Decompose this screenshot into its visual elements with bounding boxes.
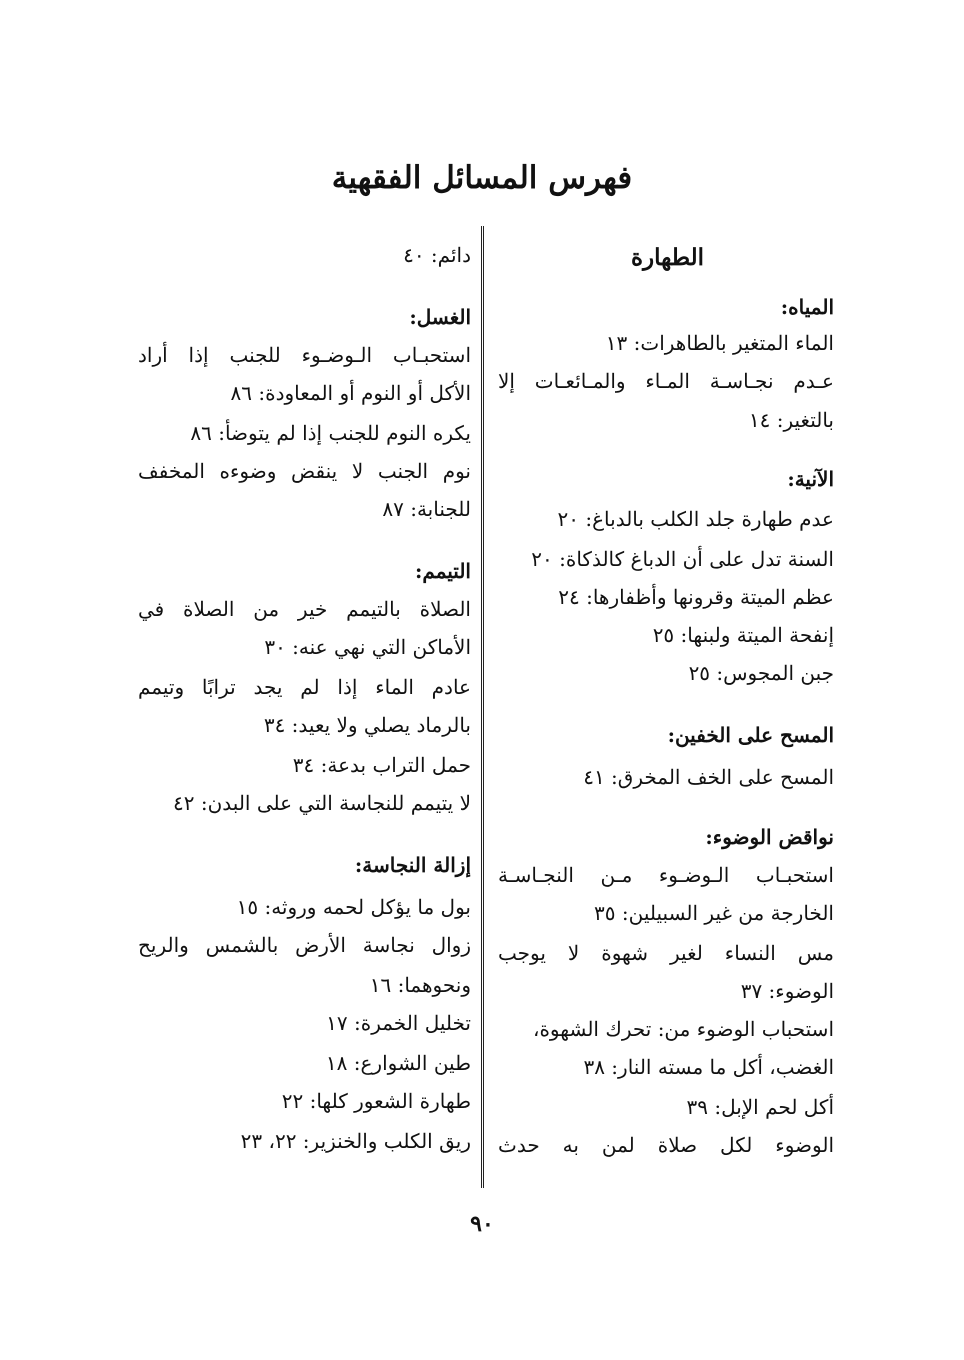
index-entry: الخارجة من غير السبيلين: ٣٥: [594, 901, 834, 925]
index-entry: استحباب الوضوء من: تحرك الشهوة،: [533, 1017, 834, 1041]
subsection-heading: التيمم:: [415, 559, 471, 583]
index-entry: الصلاة بالتيمم خير من الصلاة في: [138, 597, 471, 621]
index-entry: ونحوهما: ١٦: [369, 973, 471, 997]
subsection-heading: إزالة النجاسة:: [354, 853, 471, 877]
index-entry: مس النساء لغير شهوة لا يوجب: [498, 941, 834, 965]
index-entry: للجنابة: ٨٧: [382, 497, 471, 521]
subsection-heading: الآنية:: [787, 467, 834, 491]
index-entry: عدم طهارة جلد الكلب بالدباغ: ٢٠: [557, 507, 834, 531]
index-entry: الغضب، أكل ما مسته النار: ٣٨: [583, 1055, 834, 1079]
index-entry: دائم: ٤٠: [403, 243, 471, 267]
index-entry: الوضوء: ٣٧: [740, 979, 834, 1003]
index-entry: بول ما يؤكل لحمه وروثه: ١٥: [236, 895, 471, 919]
index-entry: عادم الماء إذا لم يجد ترابًا وتيمم: [138, 675, 471, 699]
index-entry: عظم الميتة وقرونها وأظفارها: ٢٤: [558, 585, 834, 609]
subsection-heading: نواقض الوضوء:: [705, 825, 834, 849]
index-entry: طين الشوارع: ١٨: [325, 1051, 471, 1075]
page-title: فهرس المسائل الفقهية: [331, 160, 633, 196]
index-entry: الماء المتغير بالطاهرات: ١٣: [605, 331, 834, 355]
index-entry: زوال نجاسة الأرض بالشمس والريح: [138, 933, 471, 957]
subsection-heading: الغسل:: [409, 305, 471, 329]
index-entry: بالرماد يصلي ولا يعيد: ٣٤: [263, 713, 471, 737]
index-entry: أكل لحم الإبل: ٣٩: [686, 1095, 834, 1119]
index-entry: يكره النوم للجنب إذا لم يتوضأ: ٨٦: [190, 421, 471, 445]
index-entry: إنفحة الميتة ولبنها: ٢٥: [652, 623, 834, 647]
index-entry: الأماكن التي نهي عنه: ٣٠: [264, 635, 471, 659]
index-entry: طهارة الشعور كلها: ٢٢: [281, 1089, 471, 1113]
subsection-heading: المسح على الخفين:: [667, 723, 834, 747]
index-entry: المسح على الخف المخرق: ٤١: [583, 765, 834, 789]
index-entry: استحبـاب الـوضـوء مـن النجـاسـة: [498, 863, 834, 887]
index-entry: الأكل أو النوم أو المعاودة: ٨٦: [230, 381, 471, 405]
index-entry: ريق الكلب والخنزير: ٢٢، ٢٣: [240, 1129, 471, 1153]
page-number: ٩٠: [470, 1211, 494, 1237]
index-entry: عـدم نجـاسـة المـاء والمـائعـات إلا: [498, 369, 834, 393]
index-entry: جبن المجوس: ٢٥: [688, 661, 834, 685]
subsection-heading: المياه:: [780, 295, 834, 319]
index-entry: نوم الجنب لا ينقض وضوءه المخفف: [138, 459, 471, 483]
index-entry: تخليل الخمرة: ١٧: [326, 1011, 471, 1035]
index-entry: استحبـاب الـوضـوء للجنب إذا أراد: [138, 343, 471, 367]
index-entry: السنة تدل على أن الدباغ كالذكاة: ٢٠: [531, 547, 834, 571]
section-title-tahara: الطهارة: [630, 244, 704, 271]
index-entry: بالتغير: ١٤: [748, 408, 834, 432]
index-entry: الوضوء لكل صلاة لمن به حدث: [498, 1133, 834, 1157]
index-entry: لا يتيمم للنجاسة التي على البدن: ٤٢: [173, 791, 471, 815]
column-divider: [481, 226, 484, 1188]
index-entry: حمل التراب بدعة: ٣٤: [292, 753, 471, 777]
